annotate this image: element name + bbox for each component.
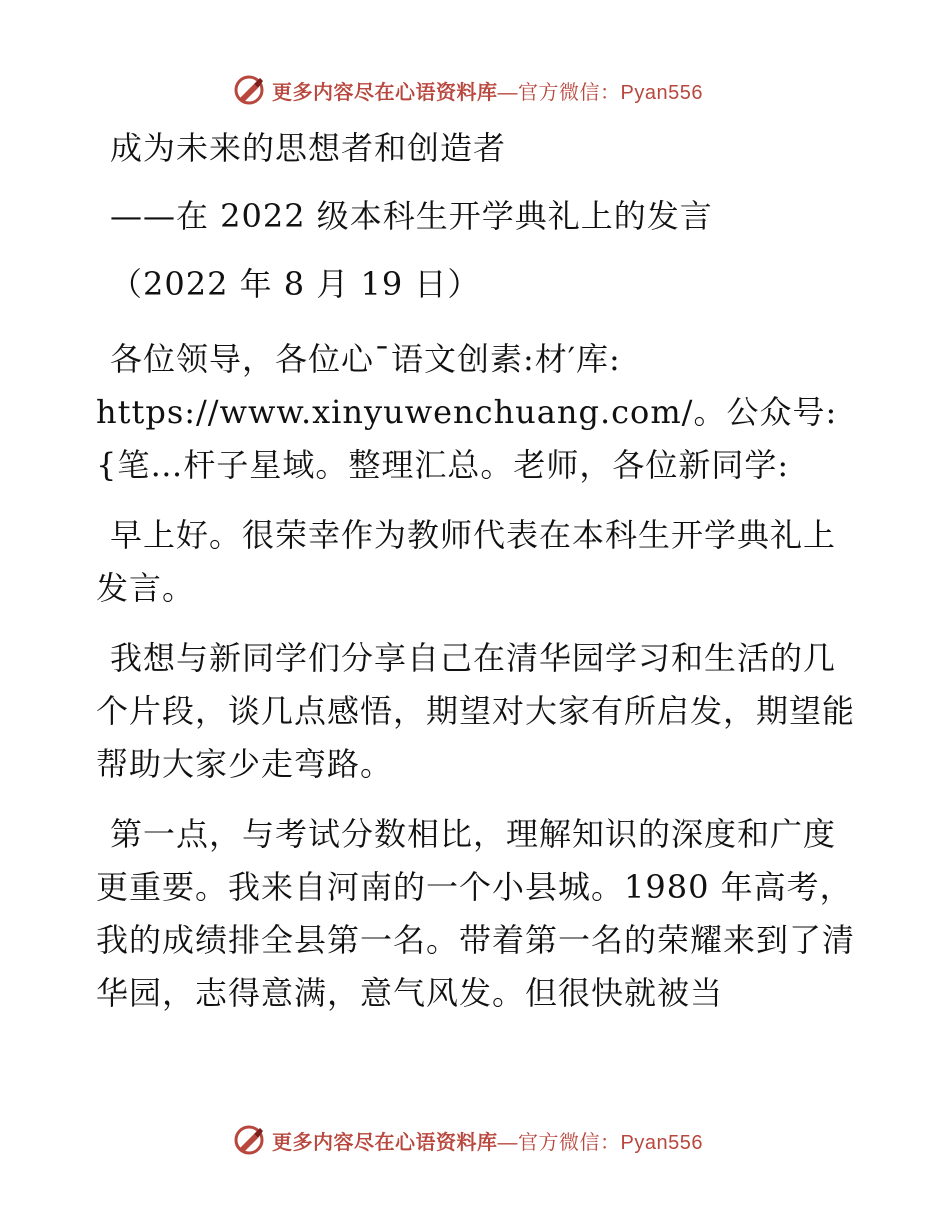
paragraph-intro: 我想与新同学们分享自己在清华园学习和生活的几个片段，谈几点感悟，期望对大家有所启发，期望能帮助大家少走弯路。 [96, 639, 856, 783]
pen-logo-icon [232, 73, 266, 107]
watermark-main: 更多内容尽在心语资料库 [272, 81, 498, 104]
watermark-text [272, 76, 703, 105]
paragraph-greeting: 各位领导，各位心¯语文创素:材′库: https://www.xinyuwenchuang.com/。公众号: {笔…杆子星域。整理汇总。老师，各位新同学: [96, 340, 838, 484]
pen-logo-icon [232, 1123, 266, 1157]
document-date: （2022 年 8 月 19 日） [110, 265, 481, 303]
paragraph-point-one: 第一点，与考试分数相比，理解知识的深度和广度更重要。我来自河南的一个小县城。1980 年高考，我的成绩排全县第一名。带着第一名的荣耀来到了清华园，志得意满，意气风发。但很快就被当 [96, 815, 856, 1012]
footer-watermark [232, 1122, 703, 1158]
watermark-main: 更多内容尽在心语资料库 [272, 1131, 498, 1154]
watermark-contact: —官方微信：Pyan556 [497, 1131, 703, 1154]
paragraph-opening: 早上好。很荣幸作为教师代表在本科生开学典礼上发言。 [96, 516, 837, 607]
document-body [96, 122, 856, 1037]
watermark-contact: —官方微信：Pyan556 [497, 81, 703, 104]
document-title: 成为未来的思想者和创造者 [110, 129, 507, 167]
watermark-text [272, 1126, 703, 1155]
header-watermark [232, 72, 703, 108]
document-subtitle: ——在 2022 级本科生开学典礼上的发言 [110, 197, 713, 235]
